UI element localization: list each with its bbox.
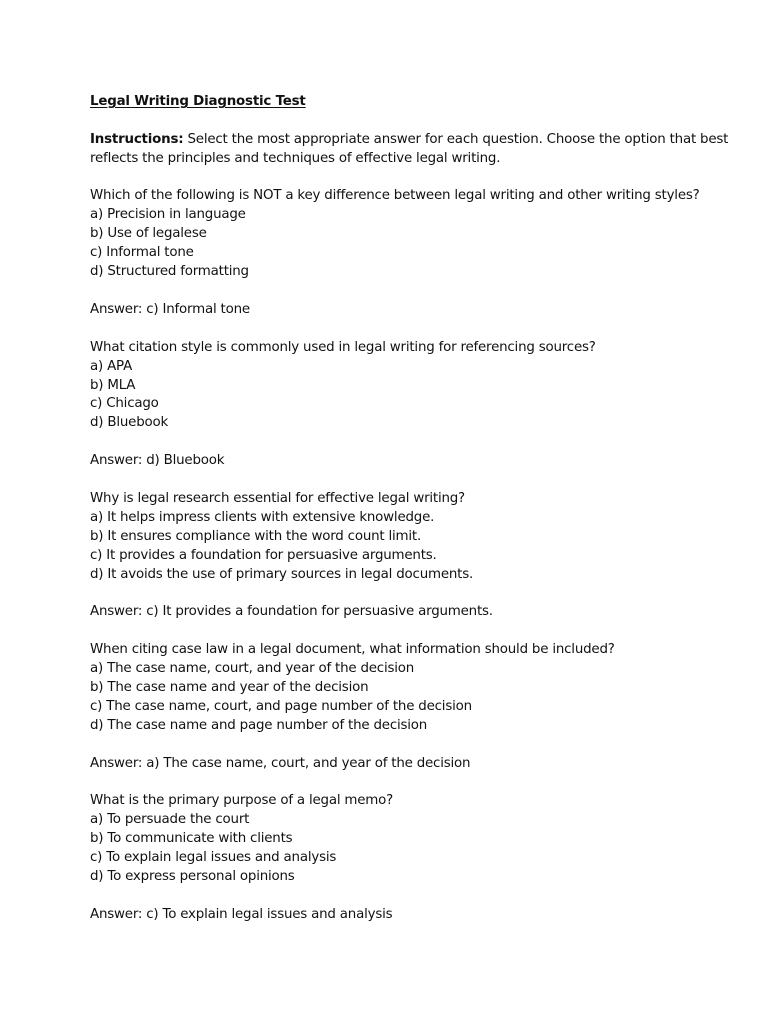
answer-text: Answer: c) Informal tone	[90, 301, 250, 317]
option-d: d) The case name and page number of the decision	[90, 717, 428, 733]
spacer	[90, 471, 730, 490]
spacer	[90, 433, 730, 452]
document-title: Legal Writing Diagnostic Test	[90, 94, 306, 109]
question-text: What citation style is commonly used in legal writing for referencing sources?	[90, 339, 596, 355]
answer-text: Answer: c) It provides a foundation for persuasive arguments.	[90, 604, 493, 620]
option-c: c) Informal tone	[90, 245, 194, 261]
option-b: b) The case name and year of the decision	[90, 679, 369, 695]
spacer	[90, 112, 730, 131]
spacer	[90, 736, 730, 755]
option-d: d) Structured formatting	[90, 264, 249, 280]
instructions-text: Select the most appropriate answer for each question. Choose the option that best	[183, 131, 729, 147]
option-c: c) It provides a foundation for persuasive arguments.	[90, 547, 437, 563]
spacer	[90, 773, 730, 792]
spacer	[90, 169, 730, 188]
question-text: What is the primary purpose of a legal memo?	[90, 793, 394, 809]
option-b: b) It ensures compliance with the word count limit.	[90, 528, 422, 544]
answer-text: Answer: c) To explain legal issues and analysis	[90, 906, 393, 922]
option-b: b) To communicate with clients	[90, 831, 293, 847]
question-block-1	[90, 187, 730, 338]
option-a: a) It helps impress clients with extensive knowledge.	[90, 509, 435, 525]
document-page	[90, 93, 730, 925]
answer-text: Answer: a) The case name, court, and year of the decision	[90, 755, 471, 771]
question-text: Which of the following is NOT a key difference between legal writing and other writing styles?	[90, 188, 700, 204]
question-block-2	[90, 339, 730, 490]
instructions-label: Instructions:	[90, 131, 184, 147]
question-text: When citing case law in a legal document, what information should be included?	[90, 642, 615, 658]
answer-text: Answer: d) Bluebook	[90, 453, 225, 469]
instructions-text-continued: reflects the principles and techniques of effective legal writing.	[90, 150, 501, 166]
spacer	[90, 320, 730, 339]
option-d: d) It avoids the use of primary sources in legal documents.	[90, 566, 474, 582]
instructions-paragraph	[90, 131, 730, 169]
option-c: c) Chicago	[90, 396, 159, 412]
option-c: c) The case name, court, and page number of the decision	[90, 698, 472, 714]
option-a: a) To persuade the court	[90, 812, 250, 828]
option-a: a) Precision in language	[90, 207, 246, 223]
option-c: c) To explain legal issues and analysis	[90, 850, 337, 866]
option-a: a) The case name, court, and year of the decision	[90, 661, 415, 677]
question-block-5	[90, 792, 730, 924]
spacer	[90, 584, 730, 603]
question-block-3	[90, 490, 730, 641]
spacer	[90, 622, 730, 641]
option-b: b) MLA	[90, 377, 136, 393]
question-block-4	[90, 641, 730, 792]
option-a: a) APA	[90, 358, 133, 374]
option-b: b) Use of legalese	[90, 226, 207, 242]
spacer	[90, 282, 730, 301]
spacer	[90, 887, 730, 906]
question-text: Why is legal research essential for effective legal writing?	[90, 490, 465, 506]
option-d: d) Bluebook	[90, 415, 169, 431]
option-d: d) To express personal opinions	[90, 868, 295, 884]
